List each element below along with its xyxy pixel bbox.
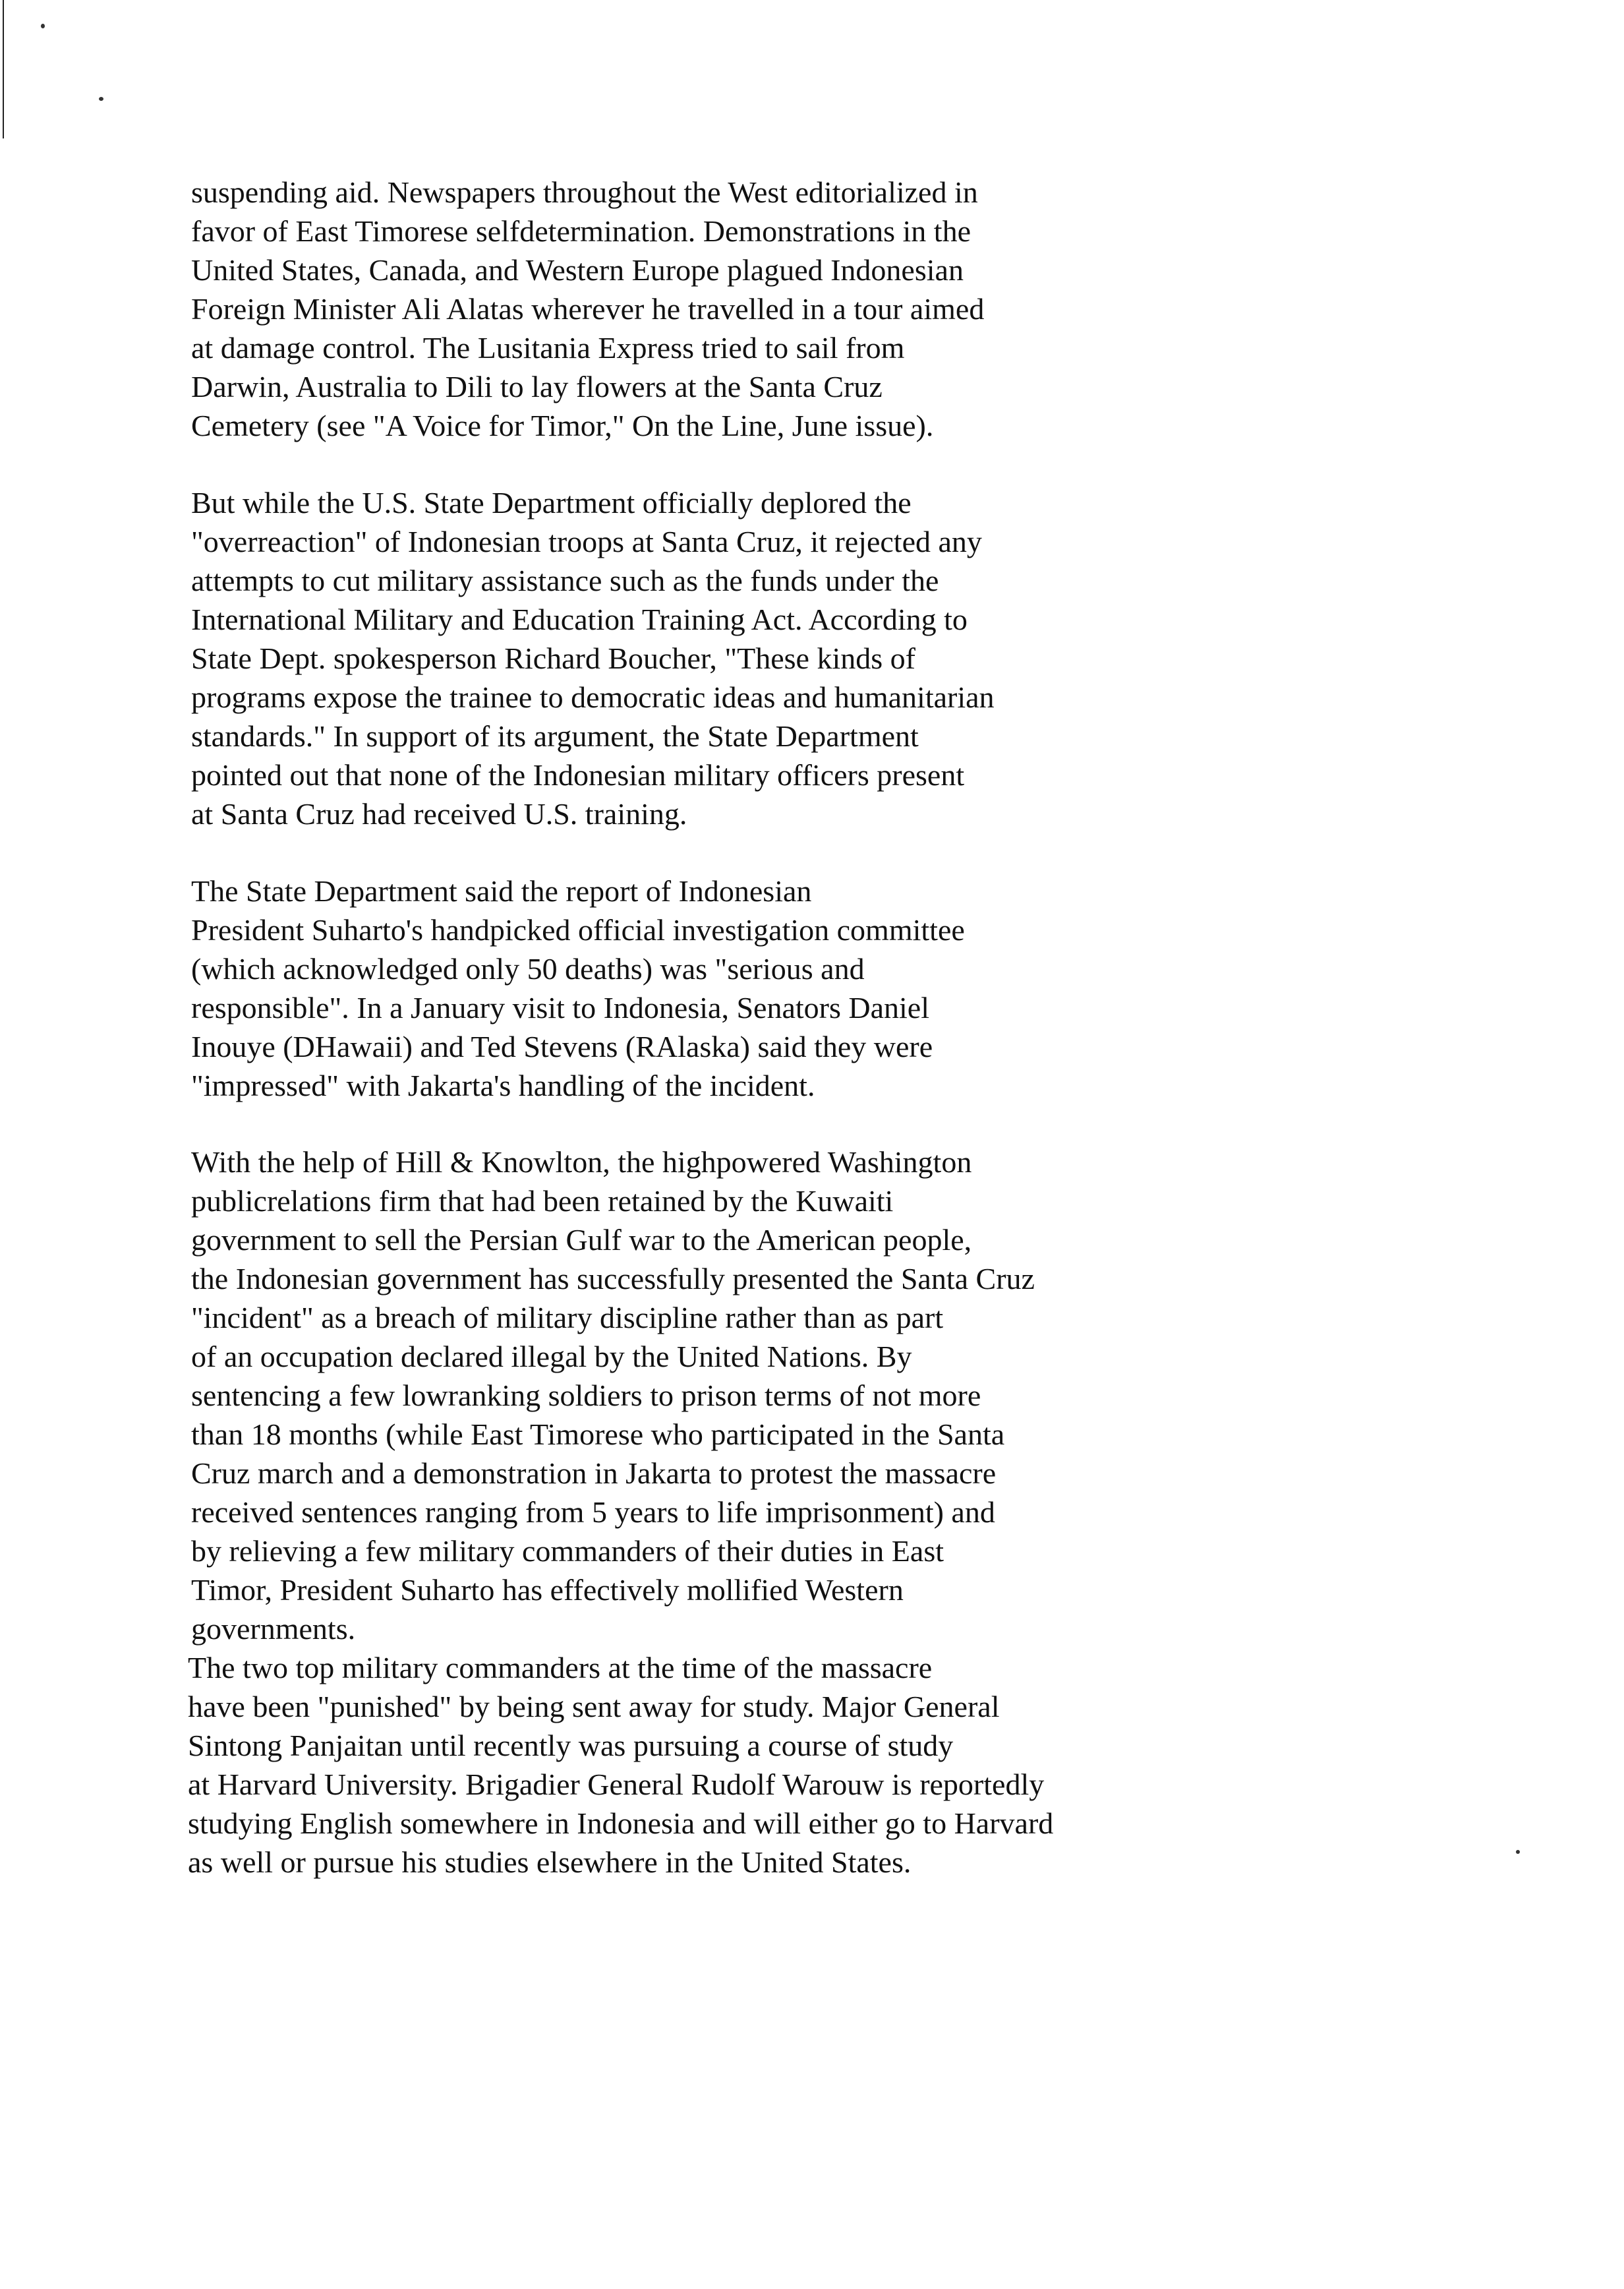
text-line: The State Department said the report of Indonesian: [191, 874, 812, 908]
text-line: International Military and Education Training Act. According to: [191, 603, 968, 636]
text-line: standards." In support of its argument, the State Department: [191, 719, 919, 753]
text-line: favor of East Timorese selfdetermination. Demonstrations in the: [191, 214, 971, 248]
paragraph-commanders-punished: [188, 1648, 1053, 1882]
text-line: Darwin, Australia to Dili to lay flowers at the Santa Cruz: [191, 370, 883, 403]
text-line: State Dept. spokesperson Richard Boucher, "These kinds of: [191, 641, 915, 675]
text-line: With the help of Hill & Knowlton, the highpowered Washington: [191, 1145, 972, 1179]
text-line: at Santa Cruz had received U.S. training.: [191, 797, 687, 831]
text-line: "impressed" with Jakarta's handling of the incident.: [191, 1069, 815, 1102]
text-line: "incident" as a breach of military discipline rather than as part: [191, 1301, 944, 1334]
scan-speck: [1516, 1850, 1520, 1854]
paragraph-state-department-position: [191, 483, 995, 833]
text-line: have been "punished" by being sent away for study. Major General: [188, 1690, 1000, 1723]
text-line: The two top military commanders at the time of the massacre: [188, 1651, 933, 1684]
text-line: Cruz march and a demonstration in Jakarta to protest the massacre: [191, 1456, 997, 1490]
text-line: sentencing a few lowranking soldiers to prison terms of not more: [191, 1379, 981, 1412]
text-line: Inouye (DHawaii) and Ted Stevens (RAlaska) said they were: [191, 1030, 933, 1063]
scan-edge-mark: [3, 0, 4, 138]
text-line: at damage control. The Lusitania Express tried to sail from: [191, 331, 905, 365]
text-line: publicrelations firm that had been retained by the Kuwaiti: [191, 1184, 894, 1218]
text-line: United States, Canada, and Western Europe plagued Indonesian: [191, 253, 964, 287]
text-line: President Suharto's handpicked official investigation committee: [191, 913, 965, 947]
text-line: than 18 months (while East Timorese who participated in the Santa: [191, 1417, 1005, 1451]
text-line: governments.: [191, 1612, 356, 1646]
text-line: attempts to cut military assistance such as the funds under the: [191, 564, 939, 597]
text-line: the Indonesian government has successfully presented the Santa Cruz: [191, 1262, 1035, 1295]
text-line: received sentences ranging from 5 years to life imprisonment) and: [191, 1495, 995, 1529]
scan-speck: [99, 97, 103, 101]
text-line: government to sell the Persian Gulf war to the American people,: [191, 1223, 972, 1257]
paragraph-public-relations: [191, 1143, 1035, 1648]
scan-speck: [41, 24, 45, 28]
text-line: at Harvard University. Brigadier General Rudolf Warouw is reportedly: [188, 1768, 1045, 1801]
text-line: (which acknowledged only 50 deaths) was "serious and: [191, 952, 865, 986]
text-line: as well or pursue his studies elsewhere in the United States.: [188, 1845, 912, 1879]
text-line: Sintong Panjaitan until recently was pursuing a course of study: [188, 1729, 954, 1762]
text-line: of an occupation declared illegal by the United Nations. By: [191, 1340, 912, 1373]
paragraph-aid-suspension: [191, 173, 984, 445]
text-line: But while the U.S. State Department officially deplored the: [191, 486, 912, 520]
text-line: Foreign Minister Ali Alatas wherever he travelled in a tour aimed: [191, 292, 985, 326]
text-line: responsible". In a January visit to Indonesia, Senators Daniel: [191, 991, 929, 1025]
text-line: programs expose the trainee to democratic ideas and humanitarian: [191, 680, 995, 714]
text-line: Cemetery (see "A Voice for Timor," On the Line, June issue).: [191, 409, 934, 442]
text-line: pointed out that none of the Indonesian military officers present: [191, 758, 965, 792]
text-line: Timor, President Suharto has effectively mollified Western: [191, 1573, 904, 1607]
paragraph-investigation-report: [191, 872, 965, 1105]
text-line: studying English somewhere in Indonesia and will either go to Harvard: [188, 1806, 1054, 1840]
text-line: suspending aid. Newspapers throughout the West editorialized in: [191, 175, 978, 209]
text-line: "overreaction" of Indonesian troops at Santa Cruz, it rejected any: [191, 525, 982, 558]
text-line: by relieving a few military commanders of their duties in East: [191, 1534, 944, 1568]
